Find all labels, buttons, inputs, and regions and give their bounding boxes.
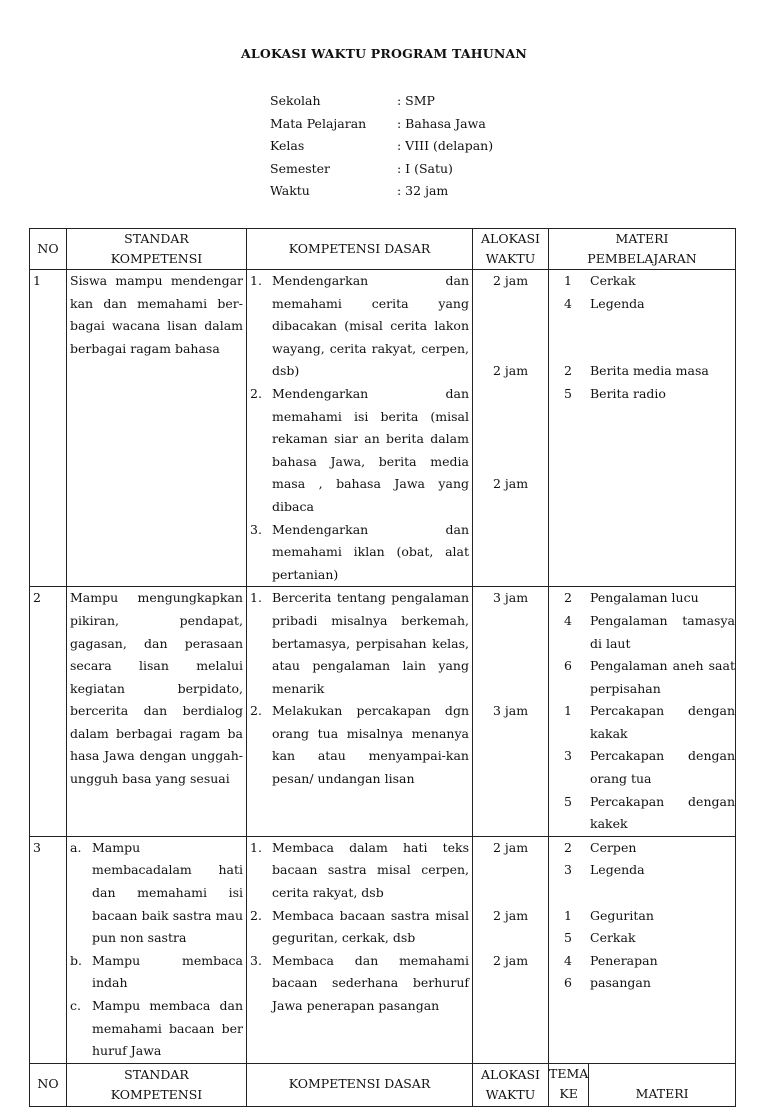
materi-key: 1 [564,273,572,288]
header-sk-line2: KOMPETENSI [110,251,203,266]
materi-key: 3 [564,862,572,878]
header-materi: MATERI [635,1085,689,1101]
waktu-value: 2 jam [492,476,529,492]
table-row [30,836,736,1063]
list-item [250,587,469,700]
header-tema-line2: KE [559,1085,578,1101]
info-value: : I (Satu) [397,160,453,176]
waktu-value: 2 jam [492,907,529,923]
materi-item [549,972,735,995]
materi-key: 4 [564,612,572,628]
materi-text: Berita media masa [590,363,709,379]
info-label: Semester [270,160,331,176]
materi-key: 4 [564,952,572,968]
list-text: Membaca dalam hati teks bacaan sastra misal cerpen, cerita rakyat, dsb [272,839,469,901]
header-aw-line2: WAKTU [485,251,536,266]
list-text: Melakukan percakapan dgn orang tua misalnya menanya kan atau menyampai-kan pesan/ undangan lisan [272,703,469,787]
list-item [250,383,469,519]
list-text: Mampu membacadalam hati dan memahami isi bacaan baik sastra mau pun non sastra [92,839,243,946]
materi-text: Percakapan dengan kakek [590,793,735,832]
header-aw-line2: WAKTU [485,1086,536,1102]
list-text: Mampu membaca indah [92,952,243,991]
materi-item [549,360,735,383]
list-text: Membaca dan memahami bacaan sederhana berhuruf Jawa penerapan pasangan [272,952,469,1013]
waktu-value: 2 jam [492,839,529,855]
info-label: Sekolah [270,93,321,108]
row-sk [67,836,247,1063]
header-aw [473,1063,549,1106]
waktu-value: 2 jam [492,952,529,968]
materi-text: Cerkak [590,273,636,288]
program-table [29,228,736,1107]
materi-item [549,293,735,316]
list-item [250,700,469,790]
materi-item [549,905,735,928]
row-no: 1 [30,270,67,587]
materi-key: 3 [564,748,572,764]
list-text: Bercerita tentang pengalaman pribadi misalnya berkemah, bertamasya, perpisahan kelas, atau pengalaman lain yang menarik [272,590,469,696]
materi-key: 1 [564,703,572,719]
list-marker: 1. [250,590,262,606]
materi-text: Legenda [590,862,645,878]
header-sk [67,1063,247,1106]
header-tema [549,1064,589,1106]
materi-text: Legenda [590,295,645,311]
list-marker: 1. [250,839,262,855]
info-value: : SMP [397,93,435,108]
materi-item [549,745,735,790]
waktu-value: 2 jam [492,273,529,288]
header-sk [67,229,247,270]
header-sk-line1: STANDAR [124,231,189,246]
table-row [30,587,736,837]
header-no: NO [30,229,67,270]
row-kd [247,270,473,587]
materi-text: Penerapan [590,952,658,968]
list-text: Membaca bacaan sastra misal geguritan, cerkak, dsb [272,907,469,946]
materi-item [549,587,735,610]
materi-text: Percakapan dengan orang tua [590,748,735,787]
materi-item [549,610,735,655]
list-item [70,837,243,950]
list-item [250,270,469,383]
materi-key: 2 [564,363,572,379]
row-sk: Mampu mengungkapkan pikiran, pendapat, gagasan, dan perasaan secara lisan melalui kegiatan berpidato, bercerita dan berdialog dalam berbagai ragam ba hasa Jawa dengan unggah-ungguh basa yang sesuai [67,587,247,837]
header-no: NO [30,1063,67,1106]
row-waktu [473,270,549,587]
materi-text: Cerpen [590,839,637,855]
materi-key: 5 [564,930,572,946]
waktu-value: 2 jam [492,363,529,379]
materi-key: 6 [564,658,572,674]
header-mp-line1: MATERI [615,231,669,246]
materi-text: Geguritan [590,907,654,923]
row-waktu [473,836,549,1063]
header-tema-line1: TEMA [549,1065,589,1081]
list-item [70,950,243,995]
materi-key: 1 [564,907,572,923]
row-materi [549,587,736,837]
materi-item [549,859,735,882]
info-label: Kelas [270,138,305,154]
list-marker: 2. [250,385,262,401]
list-item [250,837,469,905]
header-kd: KOMPETENSI DASAR [247,229,473,270]
list-item [250,950,469,1018]
list-marker: 3. [250,952,262,968]
info-value: : VIII (delapan) [397,138,494,154]
materi-text: pasangan [590,975,651,991]
list-marker: b. [70,952,82,968]
header-mp-line2: PEMBELAJARAN [587,251,697,266]
row-sk: Siswa mampu mendengar kan dan memahami ber-bagai wacana lisan dalam berbagai ragam bahasa [67,270,247,587]
materi-text: Berita radio [590,385,666,401]
materi-text: Percakapan dengan kakak [590,703,735,741]
list-marker: 2. [250,907,262,923]
materi-item [549,927,735,950]
waktu-value: 3 jam [492,590,529,606]
row-waktu [473,587,549,837]
list-marker: 2. [250,703,262,719]
list-text: Mendengarkan dan memahami iklan (obat, alat pertanian) [272,521,469,582]
header-kd: KOMPETENSI DASAR [247,1063,473,1106]
materi-text: Pengalaman tamasya di laut [590,612,735,651]
header-sk-line2: KOMPETENSI [110,1086,203,1102]
row-kd [247,836,473,1063]
list-text: Mendengarkan dan memahami cerita yang dibacakan (misal cerita lakon wayang, cerita rakyat, cerpen, dsb) [272,273,469,379]
info-value: : Bahasa Jawa [397,115,486,131]
list-marker: 1. [250,273,262,288]
row-materi [549,270,736,587]
info-value: : 32 jam [397,183,449,199]
materi-item [549,700,735,745]
row-no: 2 [30,587,67,837]
waktu-value: 3 jam [492,703,529,719]
materi-item [549,383,735,406]
list-item [250,905,469,950]
materi-key: 4 [564,295,572,311]
info-label: Mata Pelajaran [270,115,367,131]
header-sk-line1: STANDAR [124,1066,189,1082]
header-aw [473,229,549,270]
list-text: Mampu membaca dan memahami bacaan ber huruf Jawa [92,998,243,1059]
table-header-row [30,229,736,270]
materi-key: 5 [564,385,572,401]
row-materi [549,836,736,1063]
header-mp [549,229,736,270]
header-aw-line1: ALOKASI [481,231,540,246]
materi-key: 2 [564,590,572,606]
header-tema-materi [549,1063,736,1106]
materi-item [549,270,735,293]
list-marker: 3. [250,521,262,537]
row-kd [247,587,473,837]
table-footer-header-row [30,1063,736,1106]
list-marker: c. [70,998,81,1013]
materi-key: 5 [564,793,572,809]
materi-item [549,655,735,700]
materi-text: Pengalaman lucu [590,590,699,606]
info-label: Waktu [270,183,310,199]
header-aw-line1: ALOKASI [481,1066,540,1082]
materi-text: Cerkak [590,930,636,946]
materi-item [549,791,735,836]
materi-key: 2 [564,839,572,855]
document-title: ALOKASI WAKTU PROGRAM TAHUNAN [240,46,528,61]
list-item [250,519,469,587]
materi-item [549,950,735,973]
materi-key: 6 [564,975,572,991]
materi-item [549,837,735,860]
row-no: 3 [30,836,67,1063]
table-row [30,270,736,587]
list-text: Mendengarkan dan memahami isi berita (misal rekaman siar an berita dalam bahasa Jawa, berita media masa , bahasa Jawa yang dibaca [272,385,469,514]
list-marker: a. [70,839,82,855]
materi-text: Pengalaman aneh saat perpisahan [590,658,735,696]
list-item [70,995,243,1063]
